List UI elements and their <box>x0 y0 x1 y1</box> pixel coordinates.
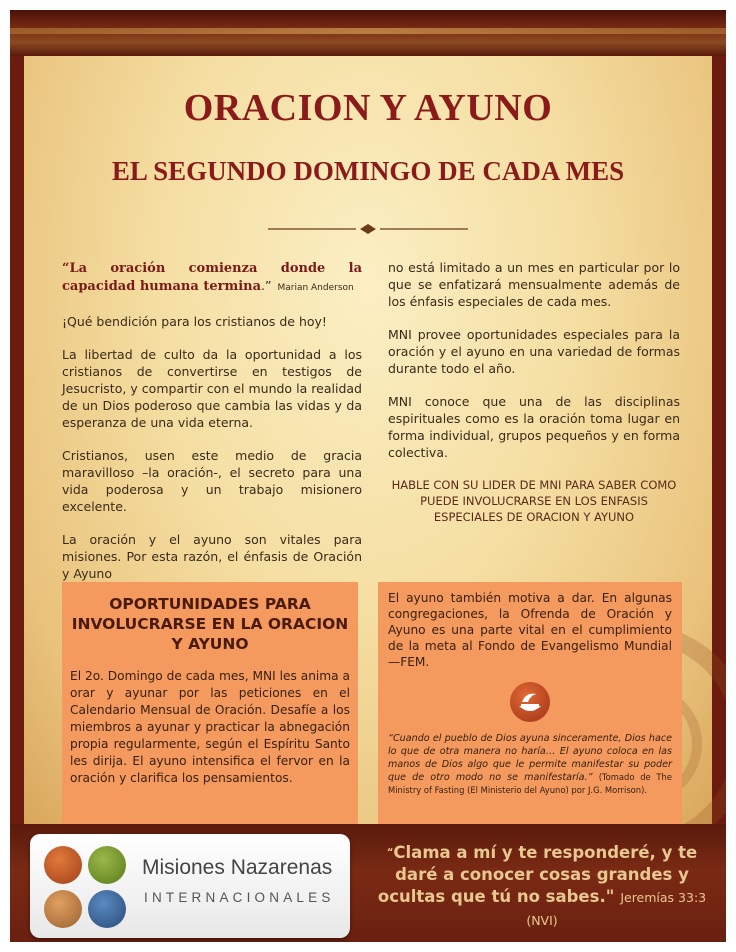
fasting-quote: “Cuando el pueblo de Dios ayuna sinceramente, Dios hace lo que de otra manera no haría… El ayuno coloca en las manos de Dios algo que le permite manifestar su poder que de otro modo no se manifestaría.” (Tomado de The Ministry of Fasting (El Ministerio del Ayuno) por J.G. Morrison). <box>388 733 672 795</box>
footer-band <box>10 824 726 942</box>
bread-icon <box>44 890 82 928</box>
logo-subtitle: INTERNACIONALES <box>144 890 335 905</box>
fasting-giving-box <box>378 582 682 856</box>
right-paragraph: no está limitado a un mes en particular por lo que se enfatizará mensualmente además de los énfasis especiales de cada mes. <box>388 260 680 309</box>
left-paragraph: La libertad de culto da la oportunidad a los cristianos de convertirse en testigos de Jesucristo, y compartir con el mundo la realidad de un Dios poderoso que cambia las vidas y da esperanza de una vida eterna. <box>62 347 362 430</box>
opportunities-box <box>62 582 358 856</box>
top-decorative-band <box>10 10 726 56</box>
left-column <box>62 259 362 598</box>
ornament-divider-icon <box>268 223 468 235</box>
opportunities-body: El 2o. Domingo de cada mes, MNI les anima a orar y ayunar por las peticiones en el Calendario Mensual de Oración. Desafíe a los miembros a ayunar y practicar la abnegación propia regularmente, según el Espíritu Santo les dirija. El ayuno intensifica el fervor en la oración y clarifica los pensamientos. <box>70 669 350 785</box>
leaf-icon <box>88 846 126 884</box>
left-paragraph: La oración y el ayuno son vitales para misiones. Por esta razón, el énfasis de Oración y Ayuno <box>62 532 362 581</box>
contact-leader-note: HABLE CON SU LIDER DE MNI PARA SABER COMO PUEDE INVOLUCRARSE EN LOS ENFASIS ESPECIALES DE ORACION Y AYUNO <box>391 478 677 524</box>
church-icon <box>88 890 126 928</box>
left-paragraph: ¡Qué bendición para los cristianos de hoy! <box>62 314 327 329</box>
opportunities-title: OPORTUNIDADES PARA INVOLUCRARSE EN LA ORACION Y AYUNO <box>71 595 349 653</box>
right-paragraph: MNI conoce que una de las disciplinas espirituales como es la oración toma lugar en forma individual, grupos pequeños y en forma colectiva. <box>388 394 680 460</box>
prayer-fasting-emblem-icon <box>510 682 550 722</box>
right-column <box>388 259 680 541</box>
left-paragraph: Cristianos, usen este medio de gracia maravilloso –la oración-, el secreto para una vida poderosa y un trabajo misionero excelente. <box>62 448 362 514</box>
fasting-giving-body: El ayuno también motiva a dar. En algunas congregaciones, la Ofrenda de Oración y Ayuno es una parte vital en el cumplimiento de la meta al Fondo de Evangelismo Mundial—FEM. <box>388 591 672 669</box>
page-title: ORACION Y AYUNO <box>183 87 553 129</box>
verse-reference: Jeremías 33:3 (NVI) <box>526 890 707 928</box>
mni-logo <box>30 834 350 938</box>
logo-title: Misiones Nazarenas <box>142 856 333 879</box>
flyer-page <box>10 10 726 942</box>
parchment-background <box>24 56 712 824</box>
prayer-hands-icon <box>44 846 82 884</box>
fasting-quote-reference: (Tomado de The Ministry of Fasting (El Ministerio del Ayuno) por J.G. Morrison). <box>388 772 672 795</box>
opening-quote: “La oración comienza donde la capacidad humana termina.” Marian Anderson <box>62 261 362 294</box>
bible-verse: “Clama a mí y te responderé, y te daré a conocer cosas grandes y ocultas que tú no sabes." Jeremías 33:3 (NVI) <box>377 843 707 928</box>
page-subtitle: EL SEGUNDO DOMINGO DE CADA MES <box>111 156 625 186</box>
right-paragraph: MNI provee oportunidades especiales para la oración y el ayuno en una variedad de formas durante todo el año. <box>388 327 680 376</box>
quote-author: Marian Anderson <box>277 283 354 293</box>
